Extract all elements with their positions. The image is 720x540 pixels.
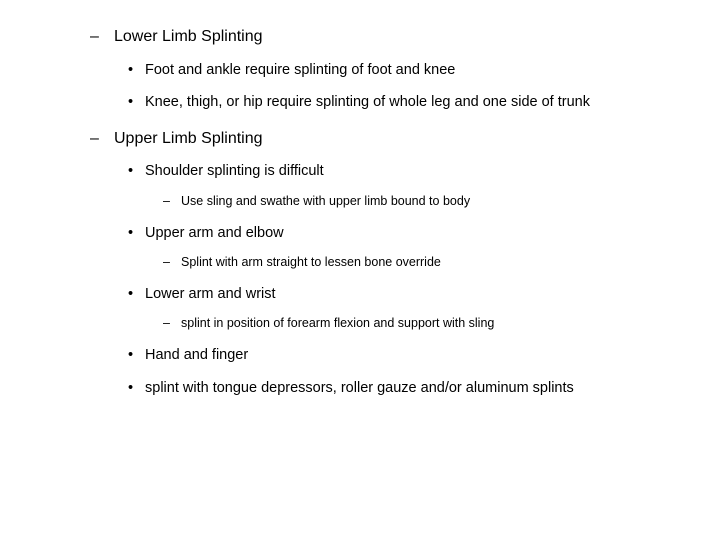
bullet-marker: •: [128, 286, 134, 302]
bullet-text: Knee, thigh, or hip require splinting of whole leg and one side of trunk: [145, 94, 590, 110]
bullet-text: Hand and finger: [145, 347, 249, 363]
section-heading-upper-limb: Upper Limb Splinting: [114, 130, 263, 147]
sub-bullet-text: Use sling and swathe with upper limb bound to body: [181, 194, 471, 208]
sub-bullet-marker: –: [163, 316, 170, 330]
bullet-marker: •: [128, 347, 134, 363]
sub-bullet-text: splint in position of forearm flexion and support with sling: [181, 316, 495, 330]
sub-bullet-text: Splint with arm straight to lessen bone override: [181, 255, 441, 269]
bullet-marker: •: [128, 94, 134, 110]
bullet-marker: •: [128, 62, 134, 78]
section-dash: –: [90, 130, 99, 147]
bullet-marker: •: [128, 380, 134, 396]
bullet-text: splint with tongue depressors, roller gauze and/or aluminum splints: [145, 380, 574, 396]
bullet-text: Foot and ankle require splinting of foot and knee: [145, 62, 456, 78]
section-heading-lower-limb: Lower Limb Splinting: [114, 28, 263, 45]
sub-bullet-marker: –: [163, 194, 170, 208]
section-dash: –: [90, 28, 99, 45]
bullet-text: Lower arm and wrist: [145, 286, 276, 302]
bullet-marker: •: [128, 163, 134, 179]
sub-bullet-marker: –: [163, 255, 170, 269]
bullet-marker: •: [128, 225, 134, 241]
bullet-text: Shoulder splinting is difficult: [145, 163, 324, 179]
bullet-text: Upper arm and elbow: [145, 225, 284, 241]
